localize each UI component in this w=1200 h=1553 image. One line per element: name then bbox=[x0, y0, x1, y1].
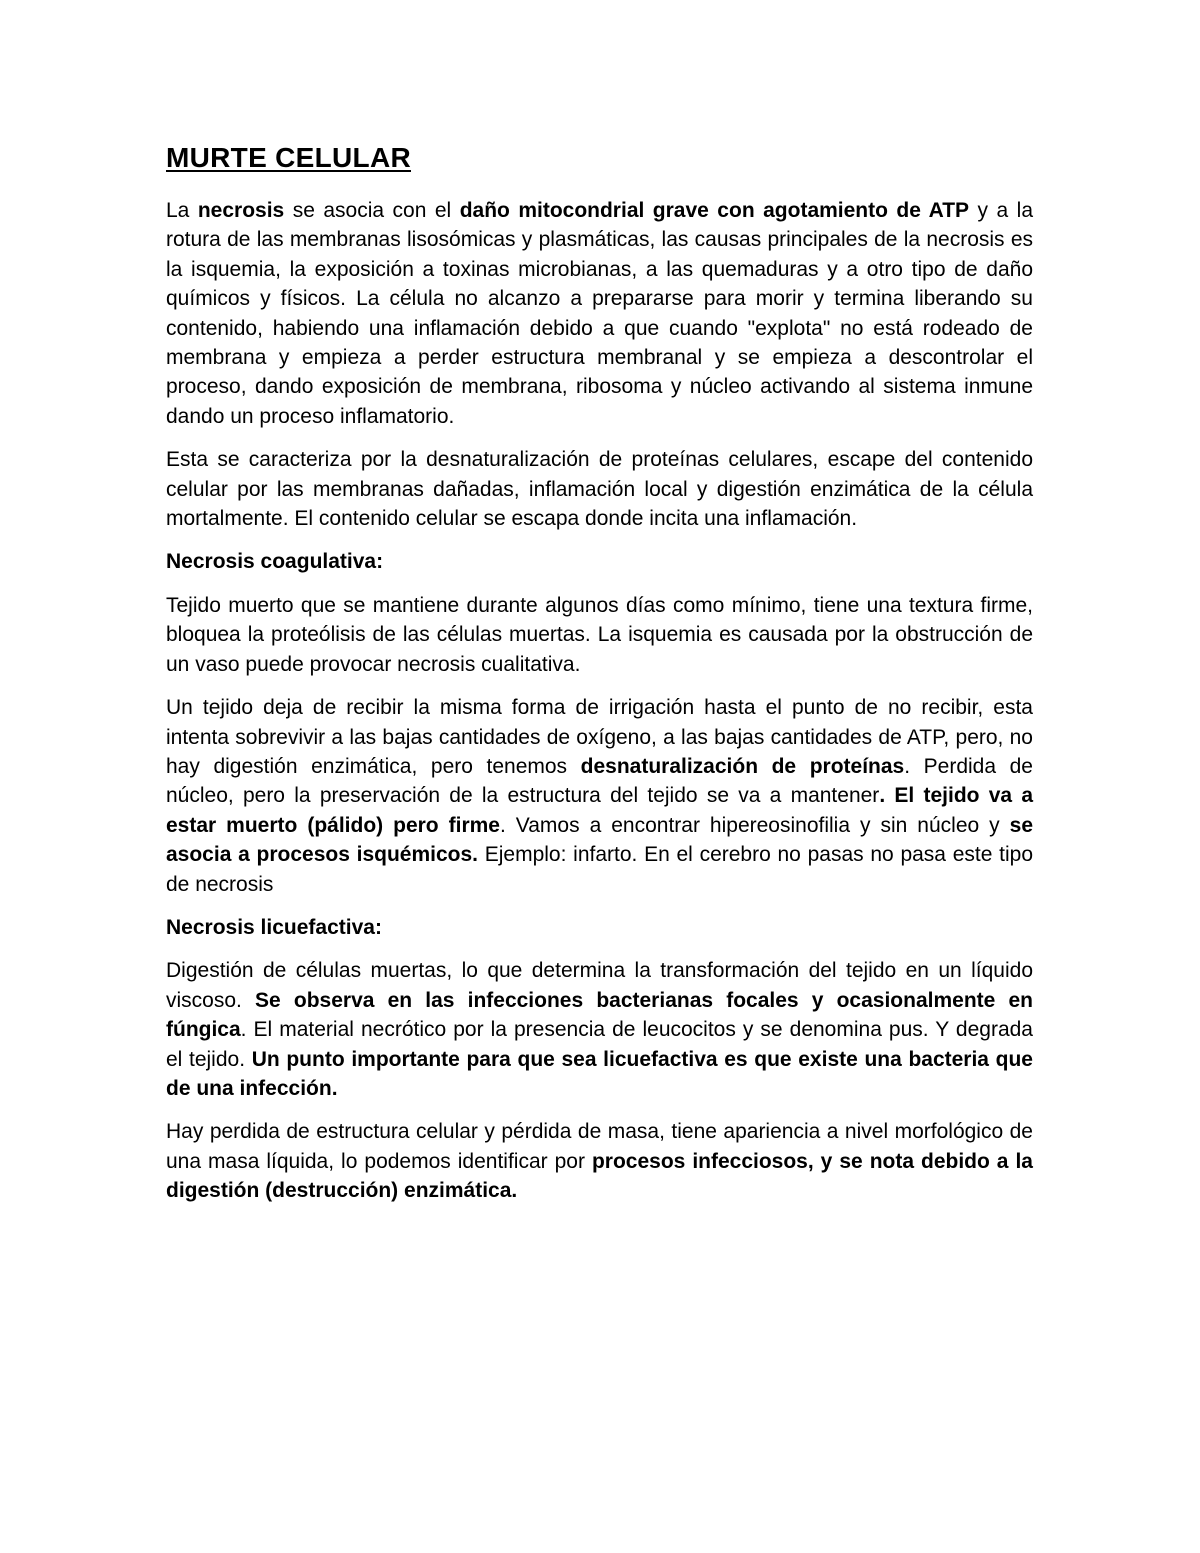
text-run: . Perdida de núcleo, pero la preservación de la estructura del tejido se va a mantener bbox=[166, 754, 1033, 808]
text-run: . Vamos a encontrar hipereosinofilia y sin núcleo y bbox=[499, 813, 1010, 837]
bold-text-run: procesos infecciosos, y se nota debido a la digestión (destrucción) enzimática. bbox=[166, 1149, 1033, 1203]
bold-text-run: . El tejido va a estar muerto (pálido) pero firme bbox=[166, 784, 1033, 837]
paragraph-licuefactiva-1 bbox=[166, 956, 1033, 1103]
document-title: MURTE CELULAR bbox=[166, 142, 411, 173]
paragraph-coagulativa-2 bbox=[166, 693, 1033, 899]
text-run: Hay perdida de estructura celular y pérdida de masa, tiene apariencia a nivel morfológico de una masa líquida, lo podemos identificar por bbox=[166, 1120, 1033, 1173]
paragraph-licuefactiva-2 bbox=[166, 1117, 1033, 1205]
paragraph-coagulativa-1 bbox=[166, 591, 1033, 679]
bold-text-run: Necrosis licuefactiva: bbox=[166, 915, 382, 939]
bold-text-run: desnaturalización de proteínas bbox=[580, 754, 905, 778]
bold-text-run: Necrosis coagulativa: bbox=[166, 550, 384, 574]
bold-text-run: necrosis bbox=[197, 199, 285, 222]
bold-text-run: Un punto importante para que sea licuefactiva es que existe una bacteria que de una infección. bbox=[166, 1047, 1033, 1100]
text-run: . El material necrótico por la presencia de leucocitos y se denomina pus. Y degrada el tejido. bbox=[166, 1018, 1033, 1071]
text-run: Esta se caracteriza por la desnaturalización de proteínas celulares, escape del contenido celular por las membranas dañadas, inflamación local y digestión enzimática de la célula mortalmente. El contenido celular se escapa donde incita una inflamación. bbox=[166, 448, 1033, 531]
bold-text-run: se asocia a procesos isquémicos. bbox=[166, 813, 1034, 867]
text-run: Un tejido deja de recibir la misma forma de irrigación hasta el punto de no recibir, esta intenta sobrevivir a las bajas cantidades de oxígeno, a las bajas cantidades de ATP, pero, no hay digestión enzimática, pero tenemos bbox=[166, 696, 1033, 778]
section-heading-coagulativa bbox=[166, 547, 1033, 576]
document-content bbox=[166, 196, 1033, 1206]
paragraph-intro bbox=[166, 196, 1033, 431]
text-run: se asocia con el bbox=[284, 199, 460, 222]
text-run: La bbox=[166, 199, 198, 222]
text-run: y a la rotura de las membranas lisosómicas y plasmáticas, las causas principales de la necrosis es la isquemia, la exposición a toxinas microbianas, a las quemaduras y a otro tipo de daño químicos y físicos. La célula no alcanzo a prepararse para morir y termina liberando su contenido, habiendo una inflamación debido a que cuando "explota" no está rodeado de membrana y empieza a perder estructura membranal y se empieza a descontrolar el proceso, dando exposición de membrana, ribosoma y núcleo activando al sistema inmune dando un proceso inflamatorio. bbox=[166, 199, 1034, 428]
document-body bbox=[166, 140, 1033, 1220]
section-heading-licuefactiva bbox=[166, 913, 1033, 942]
bold-text-run: daño mitocondrial grave con agotamiento de ATP bbox=[459, 199, 970, 222]
text-run: Tejido muerto que se mantiene durante algunos días como mínimo, tiene una textura firme, bloquea la proteólisis de las células muertas. La isquemia es causada por la obstrucción de un vaso puede provocar necrosis cualitativa. bbox=[166, 593, 1033, 676]
text-run: Ejemplo: infarto. En el cerebro no pasas no pasa este tipo de necrosis bbox=[166, 843, 1033, 896]
text-run: Digestión de células muertas, lo que determina la transformación del tejido en un líquido viscoso. bbox=[166, 959, 1033, 1012]
paragraph-characteristics bbox=[166, 445, 1033, 533]
bold-text-run: Se observa en las infecciones bacterianas focales y ocasionalmente en fúngica bbox=[166, 988, 1033, 1042]
